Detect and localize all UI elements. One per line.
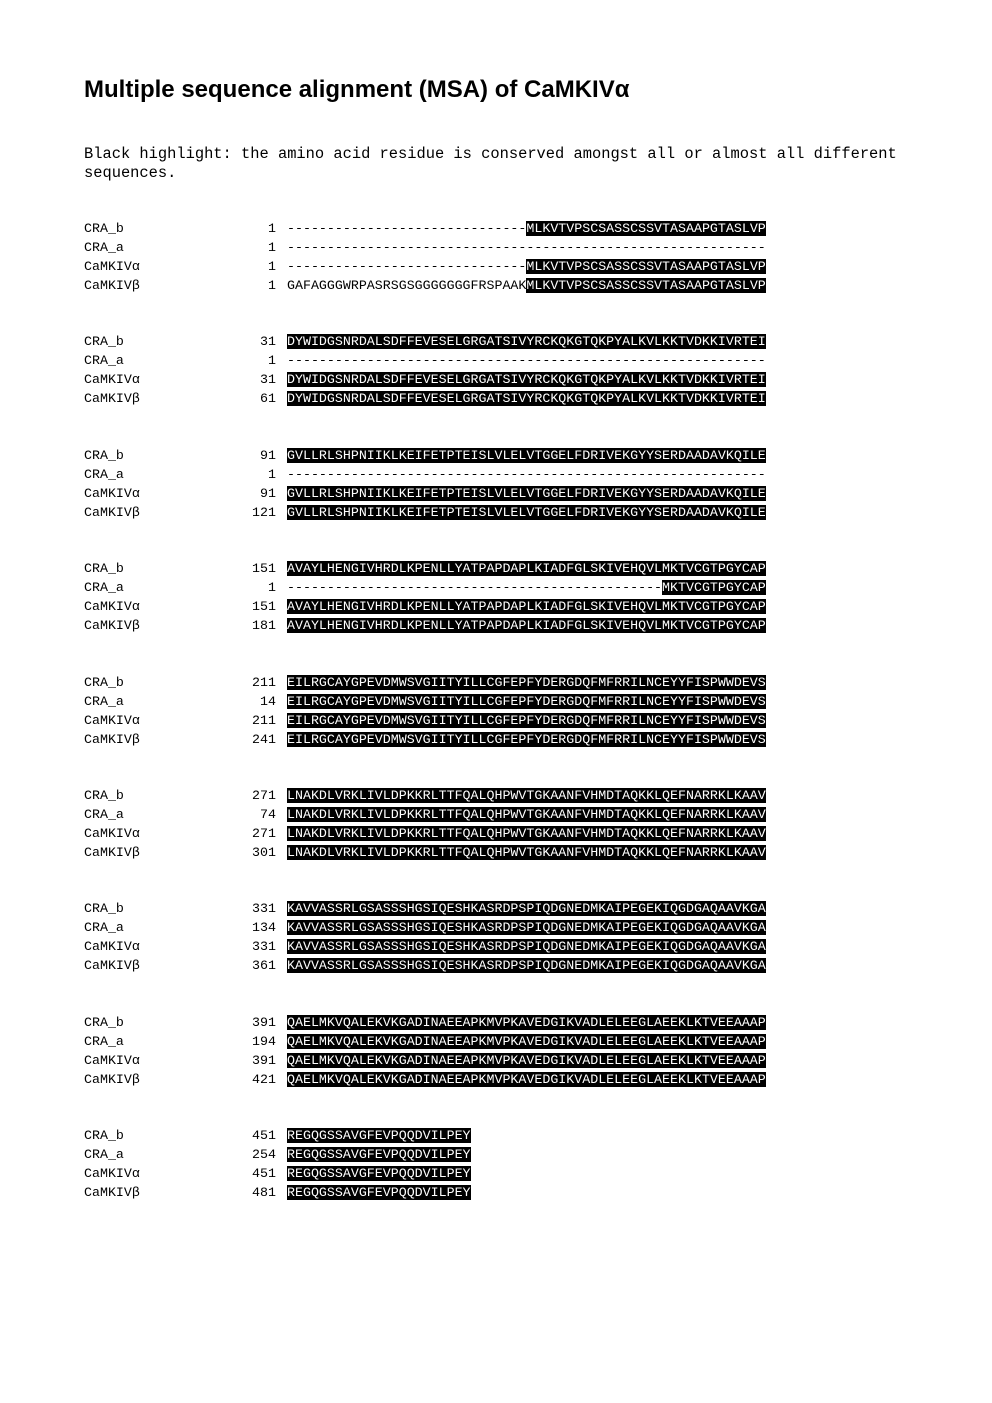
sequence-name: CaMKIVα — [84, 372, 140, 388]
start-position: 14 — [260, 693, 276, 709]
gap-segment: ------------------------------------------------------------ — [287, 353, 766, 369]
sequence — [287, 465, 766, 484]
conserved-segment: KAVVASSRLGSASSSHGSIQESHKASRDPSPIQDGNEDMKAIPEGEKIQGDGAQAAVKGA — [287, 920, 766, 936]
conserved-segment: QAELMKVQALEKVKGADINAEEAPKMVPKAVEDGIKVADLELEEGLAEEKLKTVEEAAAP — [287, 1052, 766, 1068]
conserved-segment: EILRGCAYGPEVDMWSVGIITYILLCGFEPFYDERGDQFMFRRILNCEYYFISPWWDEVS — [287, 712, 766, 728]
start-position: 211 — [252, 674, 276, 690]
start-position: 254 — [252, 1147, 276, 1163]
start-position: 1 — [268, 259, 276, 274]
legend-text: Black highlight: the amino acid residue is conserved amongst all or almost all different sequences. — [84, 145, 907, 182]
conserved-segment: QAELMKVQALEKVKGADINAEEAPKMVPKAVEDGIKVADLELEEGLAEEKLKTVEEAAAP — [287, 1033, 766, 1049]
conserved-segment: EILRGCAYGPEVDMWSVGIITYILLCGFEPFYDERGDQFMFRRILNCEYYFISPWWDEVS — [287, 674, 766, 690]
sequence — [287, 559, 766, 578]
sequence-name: CRA_b — [84, 1128, 124, 1144]
start-position: 74 — [260, 806, 276, 822]
sequence — [287, 597, 766, 616]
sequence — [287, 389, 766, 408]
conserved-segment: QAELMKVQALEKVKGADINAEEAPKMVPKAVEDGIKVADLELEEGLAEEKLKTVEEAAAP — [287, 1071, 766, 1087]
start-position: 91 — [260, 485, 276, 501]
sequence-name: CaMKIVα — [84, 712, 140, 728]
sequence-name: CRA_a — [84, 580, 124, 596]
sequence-name: CaMKIVβ — [84, 391, 140, 407]
sequence-name: CaMKIVβ — [84, 1071, 140, 1087]
conserved-segment: REGQGSSAVGFEVPQQDVILPEY — [287, 1185, 471, 1201]
start-position: 331 — [252, 939, 276, 955]
gap-segment: ------------------------------------------------------------ — [287, 240, 766, 255]
sequence-name: CRA_b — [84, 561, 124, 577]
start-position: 1 — [268, 240, 276, 255]
start-position: 271 — [252, 825, 276, 841]
start-position: 151 — [252, 561, 276, 577]
sequence — [287, 711, 766, 730]
conserved-segment: REGQGSSAVGFEVPQQDVILPEY — [287, 1166, 471, 1182]
sequence-name: CRA_a — [84, 1033, 124, 1049]
start-position: 241 — [252, 731, 276, 747]
sequence-name: CaMKIVβ — [84, 844, 140, 860]
page-title: Multiple sequence alignment (MSA) of CaMKIVα — [84, 76, 630, 103]
sequence-name: CRA_a — [84, 466, 124, 482]
conserved-segment: AVAYLHENGIVHRDLKPENLLYATPAPDAPLKIADFGLSKIVEHQVLMKTVCGTPGYCAP — [287, 618, 766, 634]
sequence — [287, 1145, 471, 1164]
gap-segment: ------------------------------------------------------------ — [287, 466, 766, 482]
start-position: 331 — [252, 901, 276, 917]
sequence — [287, 956, 766, 975]
sequence — [287, 730, 766, 749]
sequence — [287, 673, 766, 692]
conserved-segment: MKTVCGTPGYCAP — [662, 580, 766, 596]
start-position: 1 — [268, 466, 276, 482]
start-position: 31 — [260, 372, 276, 388]
sequence-name: CRA_b — [84, 1014, 124, 1030]
start-position: 451 — [252, 1166, 276, 1182]
conserved-segment: KAVVASSRLGSASSSHGSIQESHKASRDPSPIQDGNEDMKAIPEGEKIQGDGAQAAVKGA — [287, 939, 766, 955]
start-position: 61 — [260, 391, 276, 407]
conserved-segment: MLKVTVPSCSASSCSSVTASAAPGTASLVP — [526, 221, 766, 236]
sequence-name: CaMKIVβ — [84, 618, 140, 634]
sequence-name: CaMKIVα — [84, 939, 140, 955]
sequence — [287, 692, 766, 711]
start-position: 421 — [252, 1071, 276, 1087]
gap-segment: ----------------------------------------------- — [287, 580, 663, 596]
sequence-name: CRA_b — [84, 787, 124, 803]
sequence-name: CaMKIVα — [84, 599, 140, 615]
start-position: 1 — [268, 580, 276, 596]
sequence — [287, 1183, 471, 1202]
unconserved-segment: GAFAGGGWRPASRSGSGGGGGGGFRSPAAK — [287, 278, 527, 293]
conserved-segment: LNAKDLVRKLIVLDPKKRLTTFQALQHPWVTGKAANFVHMDTAQKKLQEFNARRKLKAAV — [287, 806, 766, 822]
conserved-segment: LNAKDLVRKLIVLDPKKRLTTFQALQHPWVTGKAANFVHMDTAQKKLQEFNARRKLKAAV — [287, 844, 766, 860]
start-position: 151 — [252, 599, 276, 615]
sequence-name: CaMKIVα — [84, 1052, 140, 1068]
sequence — [287, 1070, 766, 1089]
conserved-segment: EILRGCAYGPEVDMWSVGIITYILLCGFEPFYDERGDQFMFRRILNCEYYFISPWWDEVS — [287, 731, 766, 747]
start-position: 121 — [252, 504, 276, 520]
sequence — [287, 1032, 766, 1051]
gap-segment: ------------------------------ — [287, 259, 527, 274]
start-position: 301 — [252, 844, 276, 860]
conserved-segment: QAELMKVQALEKVKGADINAEEAPKMVPKAVEDGIKVADLELEEGLAEEKLKTVEEAAAP — [287, 1014, 766, 1030]
start-position: 391 — [252, 1014, 276, 1030]
conserved-segment: GVLLRLSHPNIIKLKEIFETPTEISLVLELVTGGELFDRIVEKGYYSERDAADAVKQILE — [287, 447, 766, 463]
conserved-segment: LNAKDLVRKLIVLDPKKRLTTFQALQHPWVTGKAANFVHMDTAQKKLQEFNARRKLKAAV — [287, 825, 766, 841]
sequence — [287, 899, 766, 918]
start-position: 194 — [252, 1033, 276, 1049]
sequence — [287, 219, 766, 238]
sequence-name: CaMKIVα — [84, 825, 140, 841]
sequence-name: CRA_a — [84, 693, 124, 709]
sequence — [287, 824, 766, 843]
start-position: 271 — [252, 787, 276, 803]
start-position: 31 — [260, 334, 276, 350]
conserved-segment: GVLLRLSHPNIIKLKEIFETPTEISLVLELVTGGELFDRIVEKGYYSERDAADAVKQILE — [287, 504, 766, 520]
conserved-segment: AVAYLHENGIVHRDLKPENLLYATPAPDAPLKIADFGLSKIVEHQVLMKTVCGTPGYCAP — [287, 561, 766, 577]
sequence-name: CRA_b — [84, 221, 124, 236]
conserved-segment: GVLLRLSHPNIIKLKEIFETPTEISLVLELVTGGELFDRIVEKGYYSERDAADAVKQILE — [287, 485, 766, 501]
start-position: 1 — [268, 353, 276, 369]
start-position: 1 — [268, 221, 276, 236]
conserved-segment: DYWIDGSNRDALSDFFEVESELGRGATSIVYRCKQKGTQKPYALKVLKKTVDKKIVRTEI — [287, 391, 766, 407]
sequence-name: CaMKIVβ — [84, 958, 140, 974]
sequence — [287, 843, 766, 862]
conserved-segment: EILRGCAYGPEVDMWSVGIITYILLCGFEPFYDERGDQFMFRRILNCEYYFISPWWDEVS — [287, 693, 766, 709]
sequence-name: CRA_a — [84, 806, 124, 822]
sequence — [287, 238, 766, 257]
sequence — [287, 332, 766, 351]
sequence — [287, 1051, 766, 1070]
start-position: 134 — [252, 920, 276, 936]
conserved-segment: KAVVASSRLGSASSSHGSIQESHKASRDPSPIQDGNEDMKAIPEGEKIQGDGAQAAVKGA — [287, 958, 766, 974]
conserved-segment: REGQGSSAVGFEVPQQDVILPEY — [287, 1147, 471, 1163]
conserved-segment: DYWIDGSNRDALSDFFEVESELGRGATSIVYRCKQKGTQKPYALKVLKKTVDKKIVRTEI — [287, 372, 766, 388]
start-position: 211 — [252, 712, 276, 728]
conserved-segment: MLKVTVPSCSASSCSSVTASAAPGTASLVP — [526, 259, 766, 274]
start-position: 451 — [252, 1128, 276, 1144]
sequence-name: CaMKIVβ — [84, 504, 140, 520]
sequence-name: CaMKIVβ — [84, 731, 140, 747]
sequence-name: CRA_b — [84, 901, 124, 917]
sequence-name: CRA_b — [84, 447, 124, 463]
sequence — [287, 805, 766, 824]
sequence — [287, 578, 766, 597]
start-position: 361 — [252, 958, 276, 974]
sequence — [287, 786, 766, 805]
sequence — [287, 937, 766, 956]
sequence-name: CRA_a — [84, 1147, 124, 1163]
sequence — [287, 1164, 471, 1183]
start-position: 91 — [260, 447, 276, 463]
conserved-segment: DYWIDGSNRDALSDFFEVESELGRGATSIVYRCKQKGTQKPYALKVLKKTVDKKIVRTEI — [287, 334, 766, 350]
sequence-name: CRA_b — [84, 674, 124, 690]
sequence-name: CRA_a — [84, 920, 124, 936]
sequence — [287, 351, 766, 370]
conserved-segment: REGQGSSAVGFEVPQQDVILPEY — [287, 1128, 471, 1144]
start-position: 391 — [252, 1052, 276, 1068]
conserved-segment: LNAKDLVRKLIVLDPKKRLTTFQALQHPWVTGKAANFVHMDTAQKKLQEFNARRKLKAAV — [287, 787, 766, 803]
sequence — [287, 257, 766, 276]
sequence-name: CaMKIVβ — [84, 1185, 140, 1201]
conserved-segment: AVAYLHENGIVHRDLKPENLLYATPAPDAPLKIADFGLSKIVEHQVLMKTVCGTPGYCAP — [287, 599, 766, 615]
sequence-name: CRA_a — [84, 353, 124, 369]
sequence-name: CaMKIVα — [84, 485, 140, 501]
sequence-name: CaMKIVβ — [84, 278, 140, 293]
sequence — [287, 616, 766, 635]
sequence — [287, 1126, 471, 1145]
conserved-segment: MLKVTVPSCSASSCSSVTASAAPGTASLVP — [526, 278, 766, 293]
gap-segment: ------------------------------ — [287, 221, 527, 236]
sequence — [287, 276, 766, 295]
sequence-name: CaMKIVα — [84, 1166, 140, 1182]
start-position: 181 — [252, 618, 276, 634]
sequence — [287, 503, 766, 522]
sequence — [287, 918, 766, 937]
sequence-name: CRA_a — [84, 240, 124, 255]
conserved-segment: KAVVASSRLGSASSSHGSIQESHKASRDPSPIQDGNEDMKAIPEGEKIQGDGAQAAVKGA — [287, 901, 766, 917]
start-position: 1 — [268, 278, 276, 293]
sequence — [287, 446, 766, 465]
sequence — [287, 370, 766, 389]
sequence — [287, 1013, 766, 1032]
start-position: 481 — [252, 1185, 276, 1201]
sequence — [287, 484, 766, 503]
sequence-name: CRA_b — [84, 334, 124, 350]
sequence-name: CaMKIVα — [84, 259, 140, 274]
